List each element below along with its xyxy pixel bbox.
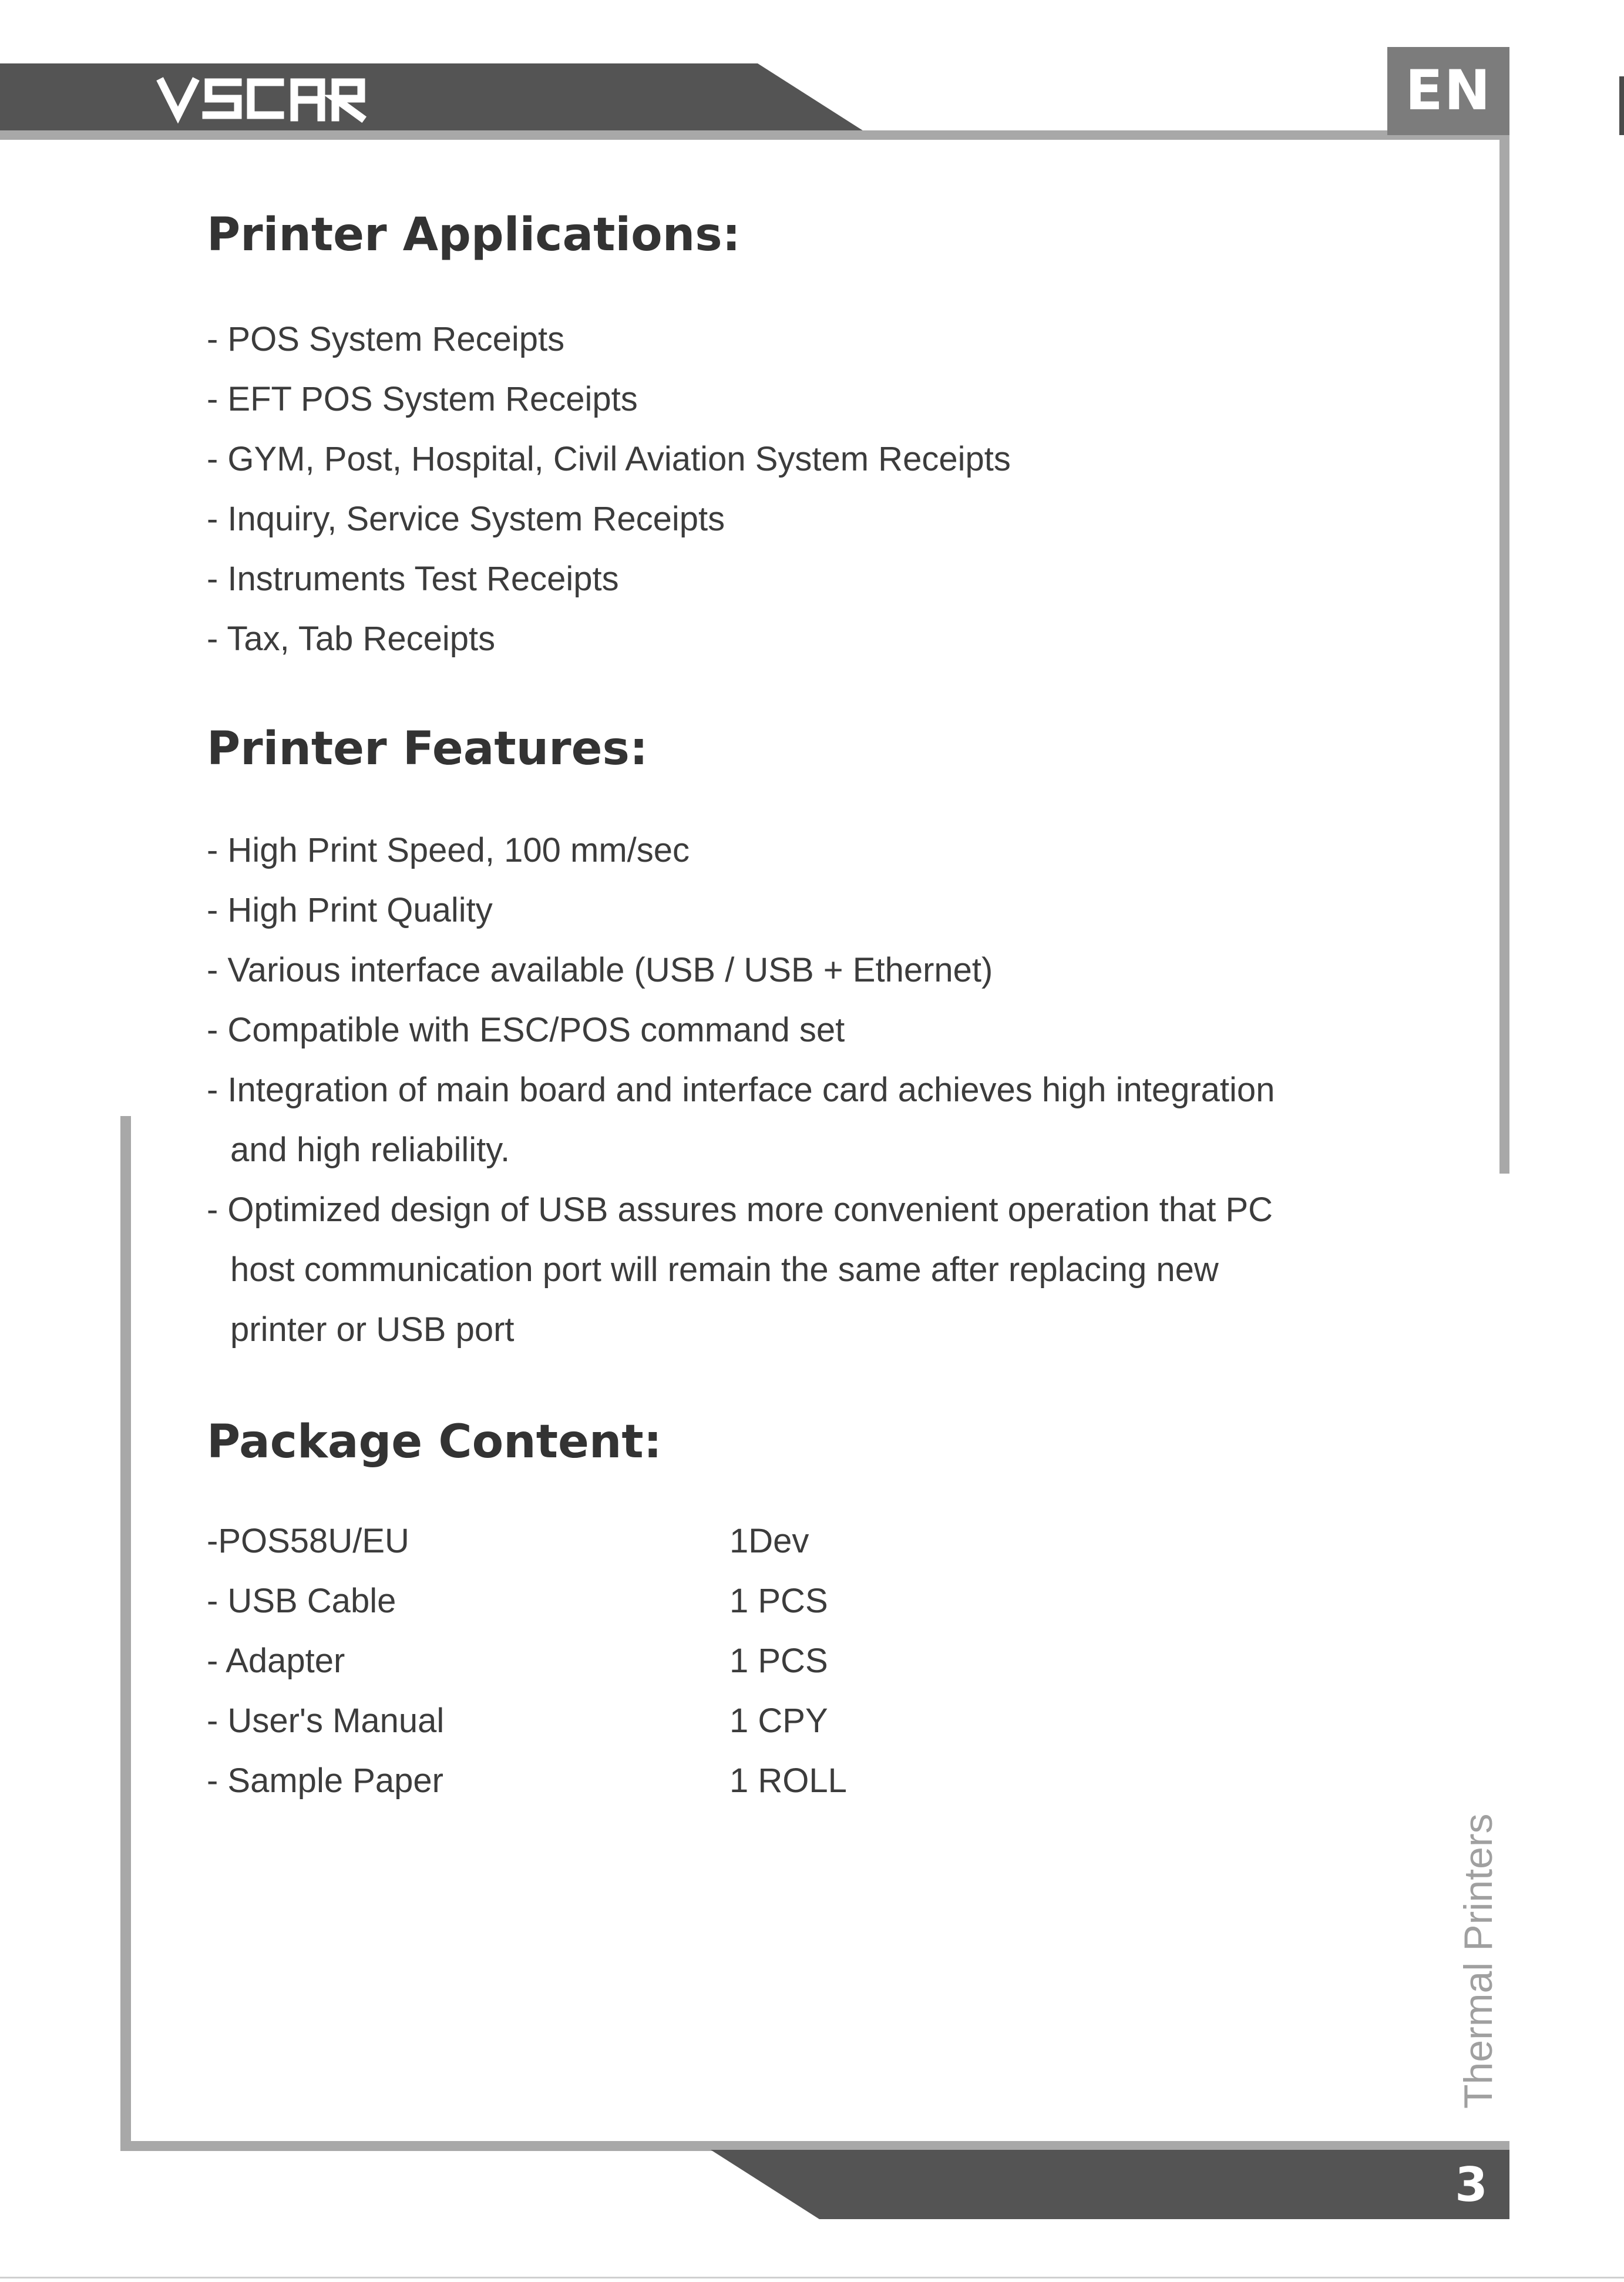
applications-heading: Printer Applications:	[207, 209, 741, 261]
list-item: - POS System Receipts	[207, 320, 565, 358]
package-item: -POS58U/EU	[207, 1522, 409, 1560]
language-badge: EN	[1387, 47, 1509, 135]
page-edge-line	[0, 2277, 1624, 2278]
table-row	[207, 1511, 847, 1571]
list-item: - Instruments Test Receipts	[207, 560, 619, 598]
list-item: - Compatible with ESC/POS command set	[207, 1011, 845, 1049]
integration-line-1: - Integration of main board and interface card achieves high integration	[207, 1071, 1275, 1109]
package-item: - USB Cable	[207, 1582, 396, 1620]
applications-list	[207, 310, 1011, 669]
right-frame-rule	[1499, 135, 1509, 1174]
package-qty: 1 PCS	[729, 1642, 828, 1680]
table-row	[207, 1691, 847, 1751]
table-row	[207, 1571, 847, 1631]
list-item: - EFT POS System Receipts	[207, 380, 638, 418]
package-qty: 1 ROLL	[729, 1762, 847, 1800]
table-row	[207, 1751, 847, 1811]
table-row	[207, 1631, 847, 1691]
features-heading: Printer Features:	[207, 722, 648, 775]
oscar-logo	[156, 69, 367, 125]
list-item	[207, 1060, 1381, 1180]
edge-mark	[1619, 76, 1624, 135]
list-item: - GYM, Post, Hospital, Civil Aviation System Receipts	[207, 440, 1011, 478]
package-item: - Adapter	[207, 1642, 345, 1680]
list-item: - Tax, Tab Receipts	[207, 620, 496, 658]
left-frame-rule	[120, 1116, 131, 2151]
list-item: - Various interface available (USB / USB + Ethernet)	[207, 951, 993, 989]
list-item: - Inquiry, Service System Receipts	[207, 500, 725, 538]
section-side-label: Thermal Printers	[1456, 1813, 1501, 2109]
package-qty: 1Dev	[729, 1522, 809, 1560]
list-item: - High Print Speed, 100 mm/sec	[207, 831, 690, 869]
header-band	[0, 63, 866, 133]
usb-line-3: printer or USB port	[230, 1310, 515, 1349]
usb-line-2: host communication port will remain the same after replacing new	[230, 1251, 1219, 1289]
integration-line-2: and high reliability.	[230, 1131, 510, 1169]
package-item: - User's Manual	[207, 1702, 445, 1740]
package-item: - Sample Paper	[207, 1762, 443, 1800]
features-list	[207, 821, 1381, 1360]
usb-line-1: - Optimized design of USB assures more convenient operation that PC	[207, 1191, 1273, 1229]
package-heading: Package Content:	[207, 1416, 662, 1468]
list-item	[207, 1180, 1381, 1360]
list-item: - High Print Quality	[207, 891, 493, 929]
page-number: 3	[1455, 2157, 1488, 2212]
package-qty: 1 CPY	[729, 1702, 828, 1740]
package-qty: 1 PCS	[729, 1582, 828, 1620]
footer-band	[711, 2150, 1509, 2219]
header-rule	[0, 130, 1509, 140]
package-table	[207, 1511, 847, 1811]
